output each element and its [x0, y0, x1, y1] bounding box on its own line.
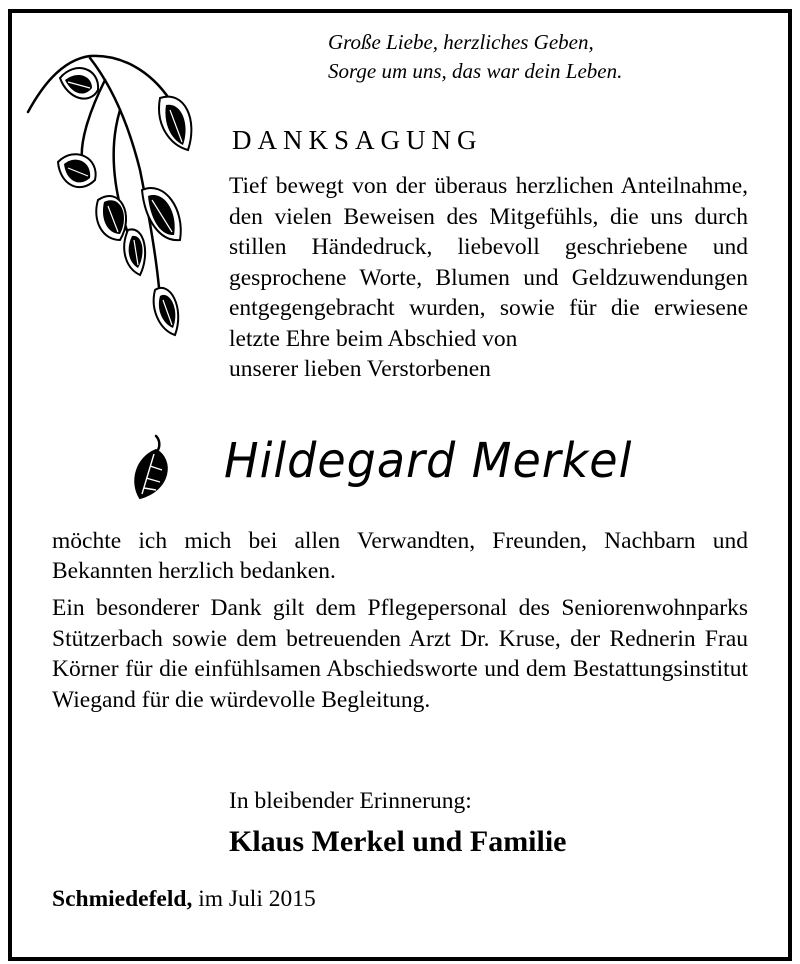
- motto: [328, 28, 748, 86]
- leaf-icon: [126, 432, 176, 502]
- intro-last-line: unserer lieben Verstorbenen: [229, 356, 491, 382]
- motto-line-2: Sorge um uns, das war dein Leben.: [328, 59, 623, 83]
- thanks-paragraph-1: möchte ich mich bei allen Verwandten, Freunden, Nachbarn und Bekannten herzlich bedanken.: [52, 528, 748, 584]
- deceased-name: Hildegard Merkel: [224, 431, 633, 489]
- date: im Juli 2015: [198, 886, 316, 912]
- place-date: [52, 884, 316, 914]
- heading: DANKSAGUNG: [232, 125, 483, 155]
- thanks-paragraph-2: Ein besonderer Dank gilt dem Pflegepersonal des Seniorenwohnparks Stützerbach sowie dem betreuenden Arzt Dr. Kruse, der Rednerin Frau Körner für die einfühlsamen Abschiedsworte und dem Bestattungsinstitut Wiegand für die würdevolle Begleitung.: [52, 595, 748, 713]
- signer: Klaus Merkel und Familie: [229, 825, 567, 858]
- intro-text: [229, 171, 748, 385]
- place: Schmiedefeld,: [52, 886, 193, 912]
- motto-line-1: Große Liebe, herzliches Geben,: [328, 30, 594, 54]
- leaf-branch-icon: [20, 50, 200, 350]
- intro-body: Tief bewegt von der überaus herzlichen Anteilnahme, den vielen Beweisen des Mitgefühls, die uns durch stillen Händedruck, liebevoll geschriebene und gesprochene Worte, Blumen und Geldzuwendungen entgegengebracht wurden, sowie für die erwiesene letzte Ehre beim Abschied von: [229, 173, 748, 352]
- memory-line: In bleibender Erinnerung:: [229, 788, 472, 814]
